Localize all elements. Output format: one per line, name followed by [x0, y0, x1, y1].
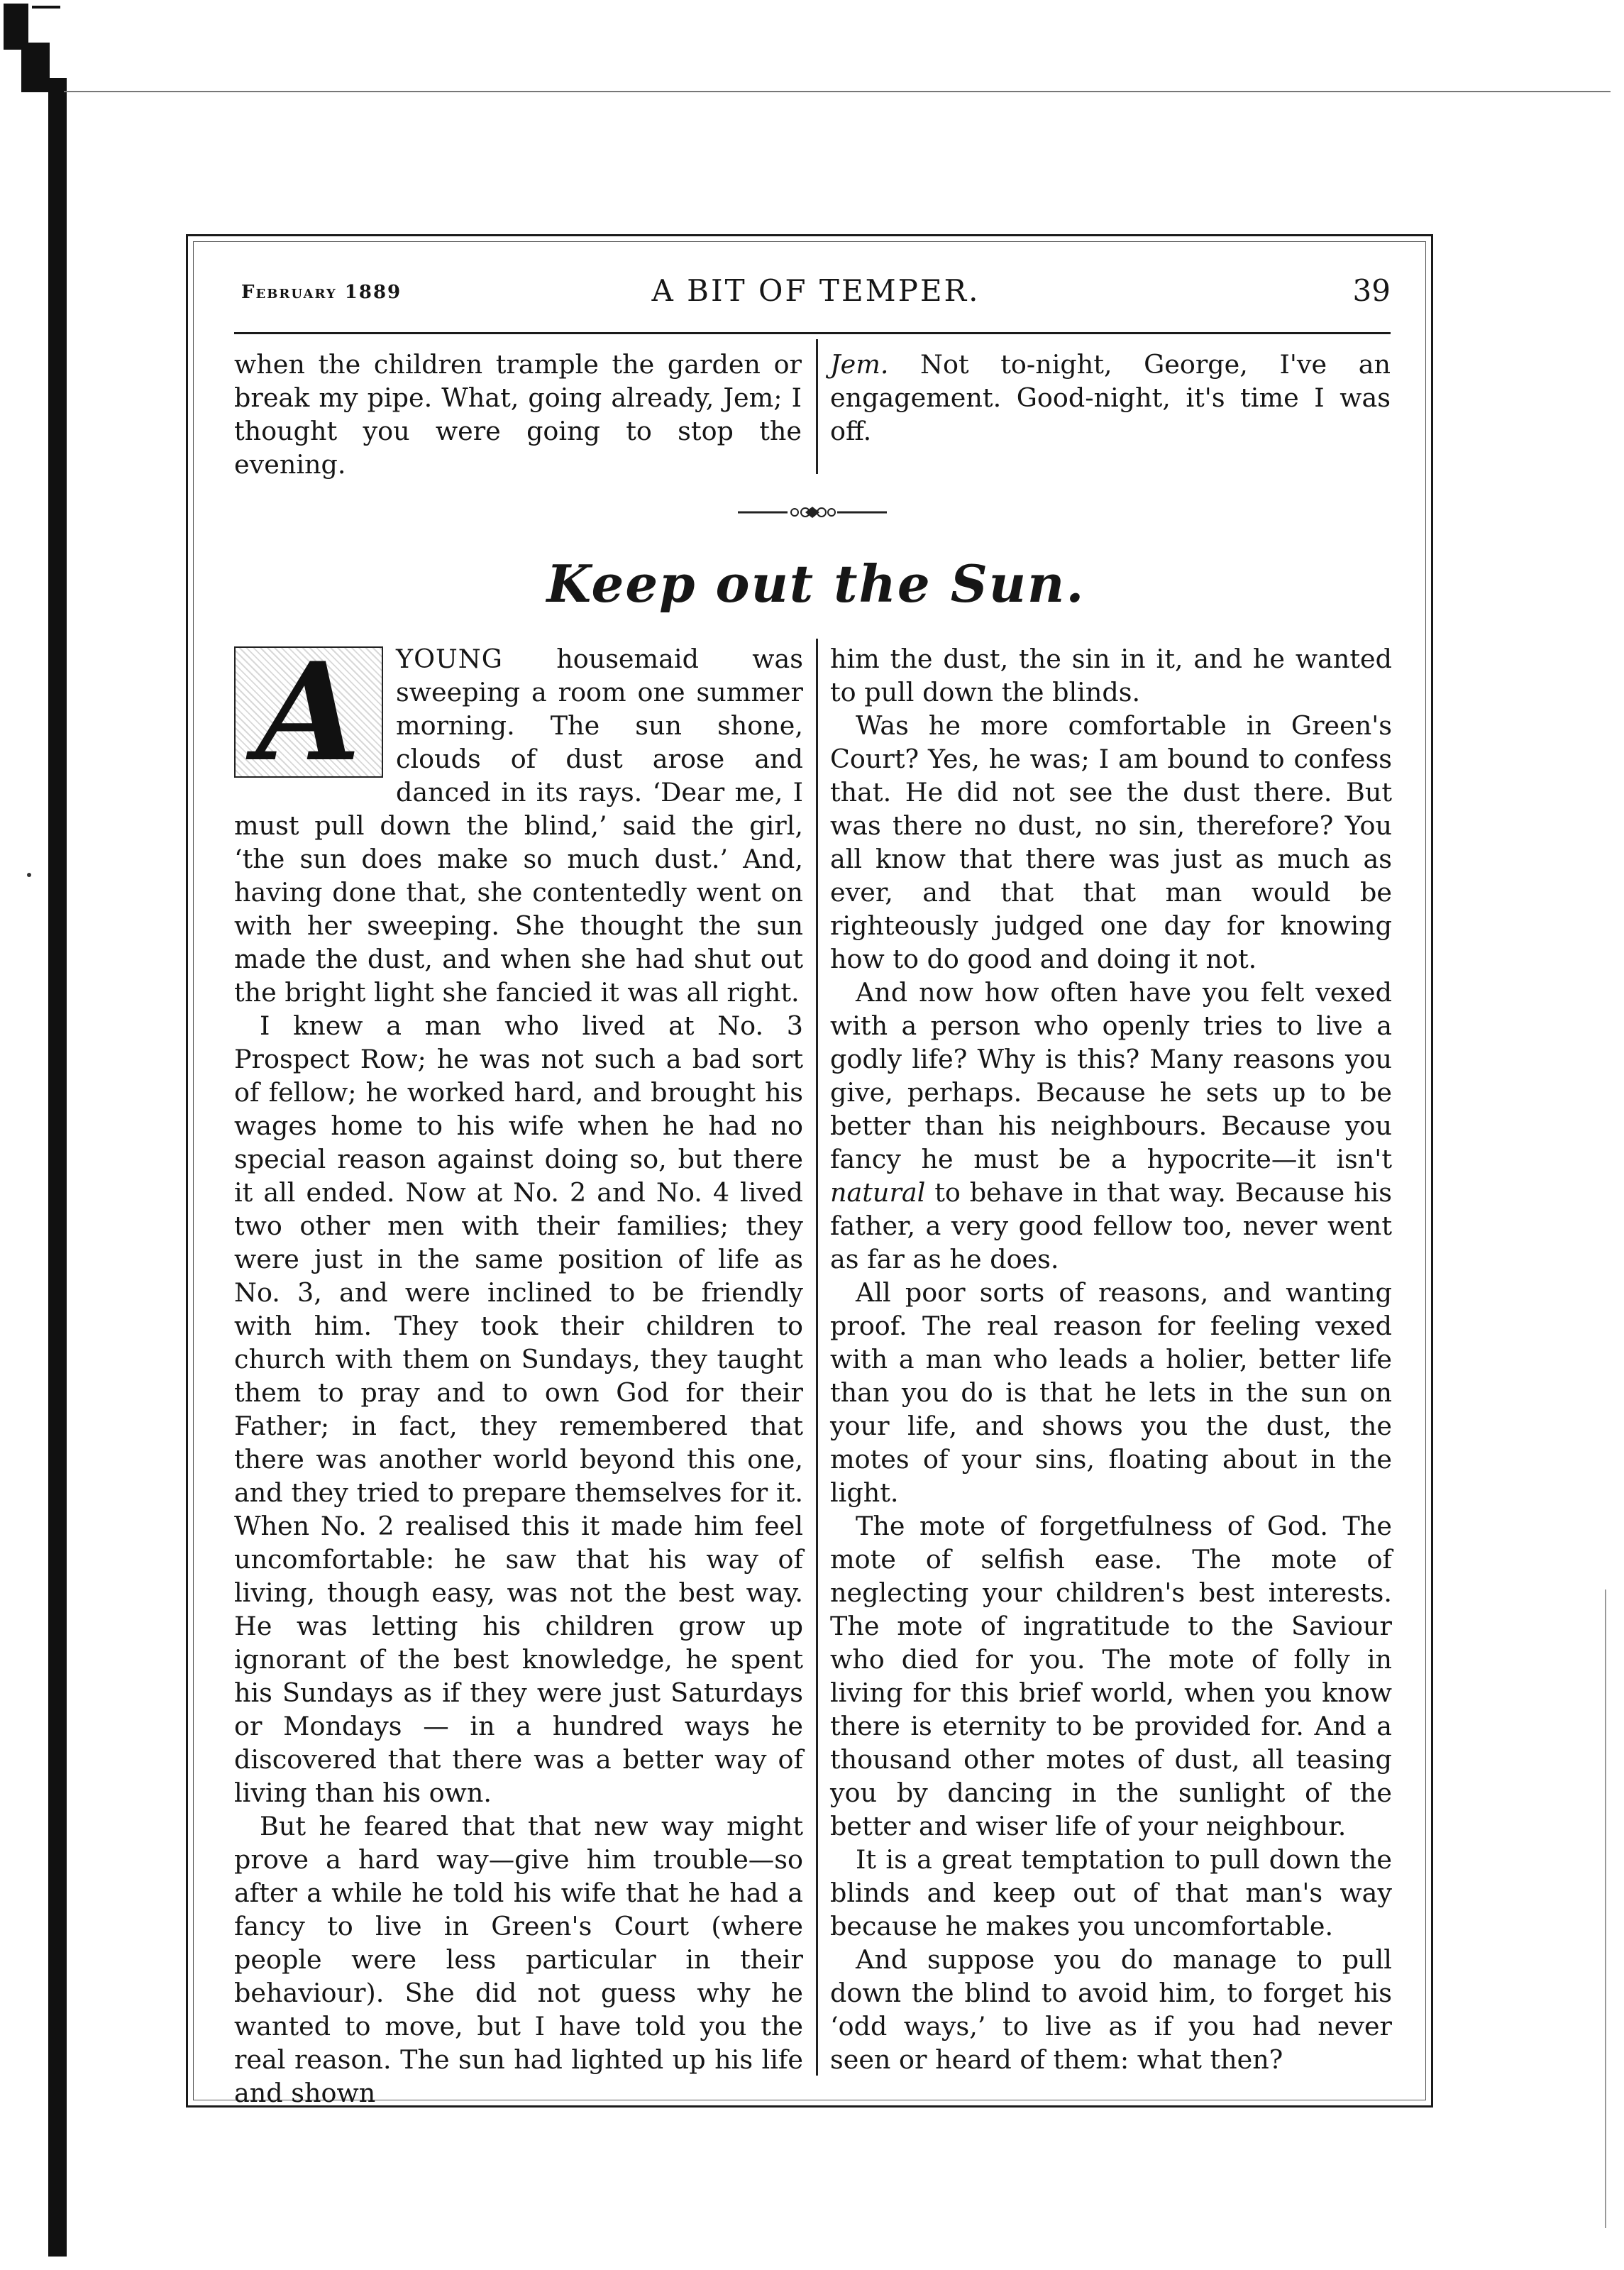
scan-line-right: [1605, 1589, 1606, 2228]
article-title: Keep out the Sun.: [546, 553, 1086, 614]
paragraph-5-text: And now how often have you felt vexed with a person who openly tries to live a godly life? Why is this? Many reasons you give, perhaps. Because he sets up to be better than his neighbours. Because you fancy he must be a hypocrite—it isn't: [830, 977, 1392, 1174]
paragraph-5-end: to behave in that way. Because his father, a very good fellow too, never went as far as he does.: [830, 1177, 1392, 1274]
paragraph-7: The mote of forgetfulness of God. The mote of selfish ease. The mote of neglecting your children's best interests. The mote of ingratitude to the Saviour who died for you. The mote of folly in living for this brief world, when you know there is eternity to be provided for. And a thousand other motes of dust, all teasing you by dancing in the sunlight of the better and wiser life of your neighbour.: [830, 1511, 1392, 1841]
previous-article-left: when the children trample the garden or break my pipe. What, going already, Jem; I thought you were going to stop the evening.: [234, 349, 802, 480]
drop-cap-letter: A: [256, 632, 361, 791]
speaker-line: Not to-night, George, I've an engagement. Good-night, it's time I was off.: [830, 349, 1391, 446]
emphasis-word: natural: [830, 1177, 926, 1208]
ornament-divider: [738, 504, 887, 521]
paragraph-3-continued: him the dust, the sin in it, and he wanted to pull down the blinds.: [830, 644, 1392, 707]
paragraph-3: But he feared that that new way might prove a hard way—give him trouble—so after a while he told his wife that he had a fancy to live in Green's Court (where people were less particular in their behaviour). She did not guess why he wanted to move, but I have told you the real reason. The sun had lighted up his life and shown: [234, 1811, 803, 2108]
paragraph-1-text: housemaid was sweeping a room one summer morning. The sun shone, clouds of dust arose and danced in its rays. ‘Dear me, I must pull down the blind,’ said the girl, ‘the sun does make so much dust.’ And, having done that, she contentedly went on with her sweeping. She thought the sun made the dust, and when she had shut out the bright light she fancied it was all right.: [234, 644, 803, 1008]
article-column-left: [234, 632, 803, 2110]
paragraph-4: Was he more comfortable in Green's Court? Yes, he was; I am bound to confess that. He did not see the dust there. But was there no dust, no sin, therefore? You all know that there was just as much as ever, and that that man would be righteously judged one day for knowing how to do good and doing it not.: [830, 710, 1392, 974]
paragraph-2: I knew a man who lived at No. 3 Prospect Row; he was not such a bad sort of fellow; he worked hard, and brought his wages home to his wife when he had no special reason against doing so, but there it all ended. Now at No. 2 and No. 4 lived two other men with their families; they were just in the same position of life as No. 3, and were inclined to be friendly with him. They took their children to church with them on Sundays, they taught them to pray and to own God for their Father; in fact, they remembered that there was another world beyond this one, and they tried to prepare themselves for it. When No. 2 realised this it made him feel uncomfortable: he saw that his way of living, though easy, was not the best way. He was letting his children grow up ignorant of the best knowledge, he spent his Sundays as if they were just Saturdays or Mondays — in a hundred ways he discovered that there was a better way of living than his own.: [234, 1010, 803, 1808]
running-head-date: February 1889: [241, 282, 402, 303]
scan-line-top: [64, 91, 1611, 92]
column-rule-main: [816, 639, 818, 2076]
paragraph-5: [830, 976, 1392, 1276]
binding-corner-mark: [0, 0, 64, 99]
head-rule: [234, 332, 1391, 334]
paragraph-1: [234, 632, 803, 1009]
paragraph-6: All poor sorts of reasons, and wanting proof. The real reason for feeling vexed with a man who leads a holier, better life than you do is that he lets in the sun on your life, and shows you the dust, the motes of your sins, floating about in the light.: [830, 1277, 1392, 1508]
drop-cap-ornament: [234, 632, 383, 791]
column-rule-top: [816, 339, 818, 474]
binding-edge: [48, 78, 67, 2257]
scan-speck: [27, 873, 31, 877]
page-number: 39: [1352, 273, 1391, 308]
opening-words: YOUNG: [396, 644, 503, 674]
article-column-right: [830, 642, 1392, 2076]
previous-article-right: [830, 348, 1391, 448]
running-head-title: A BIT OF TEMPER.: [651, 273, 981, 308]
paragraph-8: It is a great temptation to pull down the blinds and keep out of that man's way because he makes you uncomfortable.: [830, 1844, 1392, 1941]
running-head: [241, 273, 1391, 316]
paragraph-9: And suppose you do manage to pull down the blind to avoid him, to forget his ‘odd ways,’ to live as if you had never seen or heard of them: what then?: [830, 1944, 1392, 2075]
speaker-name: Jem.: [830, 349, 889, 380]
